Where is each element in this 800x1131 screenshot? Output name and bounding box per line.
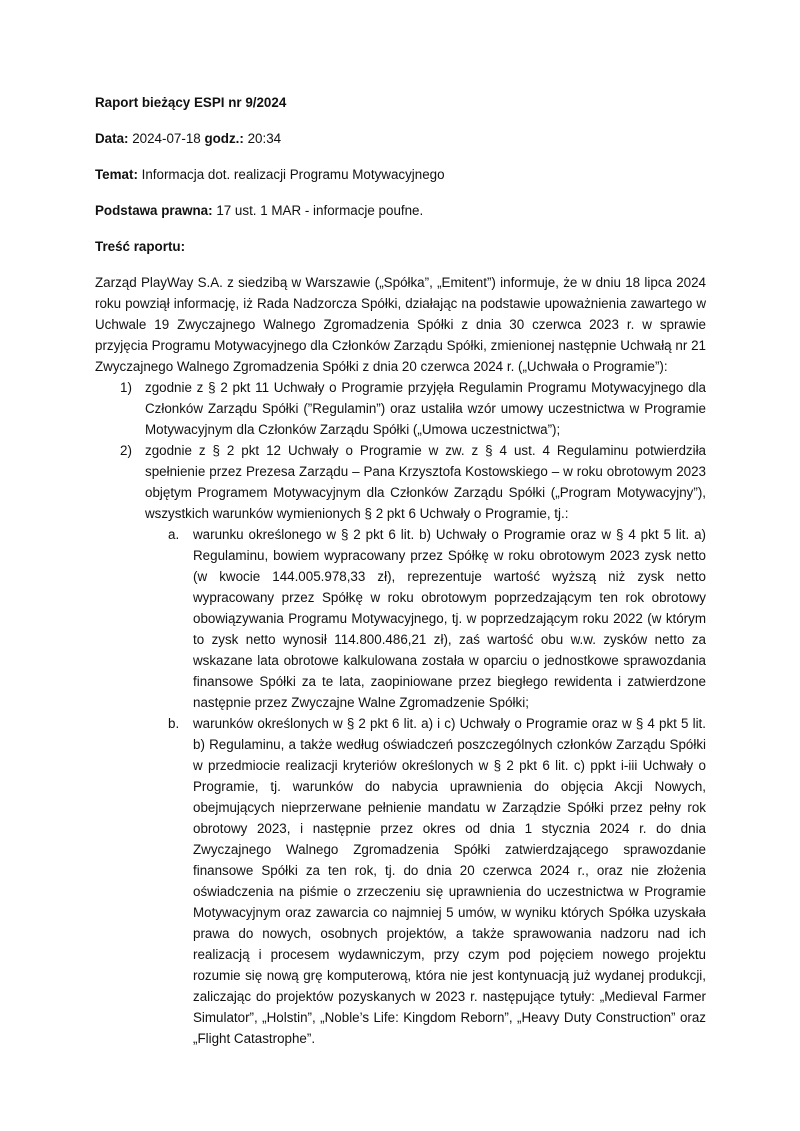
- sub-item-a-text: warunku określonego w § 2 pkt 6 lit. b) Uchwały o Programie oraz w § 4 pkt 5 lit. a) Regulaminu, bowiem wypracowany przez Spółkę w roku obrotowym 2023 zysk netto (w kwocie 144.005.978,33 zł), reprezentuje wartość wyższą niż zysk netto wypracowany przez Spółkę w roku obrotowym poprzedzającym ten rok obrotowy obowiązywania Programu Motywacyjnego, tj. w poprzedzającym roku 2022 (w którym to zysk netto wynosił 114.800.486,21 zł), zaś wartość obu w.w. zysków netto za wskazane lata obrotowe kalkulowana została w oparciu o jednostkowe sprawozdania finansowe Spółki za te lata, zaopiniowane przez biegłego rewidenta i zatwierdzone następnie przez Zwyczajne Walne Zgromadzenie Spółki;: [193, 527, 706, 710]
- list-item-2-text: zgodnie z § 2 pkt 12 Uchwały o Programie w zw. z § 4 ust. 4 Regulaminu potwierdziła spełnienie przez Prezesa Zarządu – Pana Krzysztofa Kostowskiego – w roku obrotowym 2023 objętym Programem Motywacyjnym dla Członków Zarządu Spółki („Program Motywacyjny”), wszystkich warunków wymienionych § 2 pkt 6 Uchwały o Programie, tj.:: [145, 443, 706, 521]
- subject-value: Informacja dot. realizacji Programu Motywacyjnego: [141, 167, 445, 182]
- time-value: 20:34: [247, 131, 282, 146]
- content-heading-label: Treść raportu:: [95, 239, 186, 254]
- report-title: Raport bieżący ESPI nr 9/2024: [95, 95, 287, 110]
- list-item-2: [95, 440, 706, 524]
- sub-item-b: [95, 713, 706, 1049]
- date-label: Data:: [95, 131, 129, 146]
- subject-line: [95, 164, 706, 185]
- sub-item-a-marker: a.: [168, 527, 180, 542]
- list-item-1-text: zgodnie z § 2 pkt 11 Uchwały o Programie przyjęła Regulamin Programu Motywacyjnego dla Członków Zarządu Spółki (”Regulamin”) oraz ustaliła wzór umowy uczestnictwa w Programie Motywacyjnym dla Członków Zarządu Spółki („Umowa uczestnictwa”);: [145, 380, 706, 437]
- list-item-1: [95, 377, 706, 440]
- subject-label: Temat:: [95, 167, 138, 182]
- legal-basis-label: Podstawa prawna:: [95, 203, 213, 218]
- sub-item-b-text: warunków określonych w § 2 pkt 6 lit. a) i c) Uchwały o Programie oraz w § 4 pkt 5 lit. b) Regulaminu, a także według oświadczeń poszczególnych członków Zarządu Spółki w przedmiocie realizacji kryteriów określonych w § 2 pkt 6 lit. c) ppkt i-iii Uchwały o Programie, tj. warunków do nabycia uprawnienia do objęcia Akcji Nowych, obejmujących nieprzerwane pełnienie mandatu w Zarządzie Spółki przez pełny rok obrotowy 2023, i następnie przez okres od dnia 1 stycznia 2024 r. do dnia Zwyczajnego Walnego Zgromadzenia Spółki zatwierdzającego sprawozdanie finansowe Spółki za ten rok, tj. do dnia 20 czerwca 2024 r., oraz nie złożenia oświadczenia na piśmie o zrzeczeniu się uprawnienia do uczestnictwa w Programie Motywacyjnym oraz zawarcia co najmniej 5 umów, w wyniku których Spółka uzyskała prawa do nowych, osobnych projektów, a także sprawowania nadzoru nad ich realizacją i procesem wydawniczym, przy czym pod pojęciem nowego projektu rozumie się nową grę komputerową, która nie jest kontynuacją już wydanej produkcji, zaliczając do projektów pozyskanych w 2023 r. następujące tytuły: „Medieval Farmer Simulator”, „Holstin”, „Noble’s Life: Kingdom Reborn”, „Heavy Duty Construction” oraz „Flight Catastrophe”.: [193, 716, 706, 1046]
- sub-item-b-marker: b.: [168, 716, 180, 731]
- date-line: [95, 128, 706, 149]
- legal-basis-value: 17 ust. 1 MAR - informacje poufne.: [216, 203, 424, 218]
- sub-item-a: [95, 524, 706, 713]
- legal-basis-line: [95, 200, 706, 221]
- content-heading: [95, 236, 706, 257]
- list-item-2-marker: 2): [120, 443, 132, 458]
- date-value: 2024-07-18: [132, 131, 201, 146]
- report-intro-paragraph: Zarząd PlayWay S.A. z siedzibą w Warszawie („Spółka”, „Emitent”) informuje, że w dniu 18 lipca 2024 roku powziął informację, iż Rada Nadzorcza Spółki, działając na podstawie upoważnienia zawartego w Uchwale 19 Zwyczajnego Walnego Zgromadzenia Spółki z dnia 30 czerwca 2023 r. w sprawie przyjęcia Programu Motywacyjnego dla Członków Zarządu Spółki, zmienionej następnie Uchwałą nr 21 Zwyczajnego Walnego Zgromadzenia Spółki z dnia 20 czerwca 2024 r. („Uchwała o Programie”):: [95, 275, 706, 374]
- list-item-1-marker: 1): [120, 380, 132, 395]
- time-label: godz.:: [204, 131, 244, 146]
